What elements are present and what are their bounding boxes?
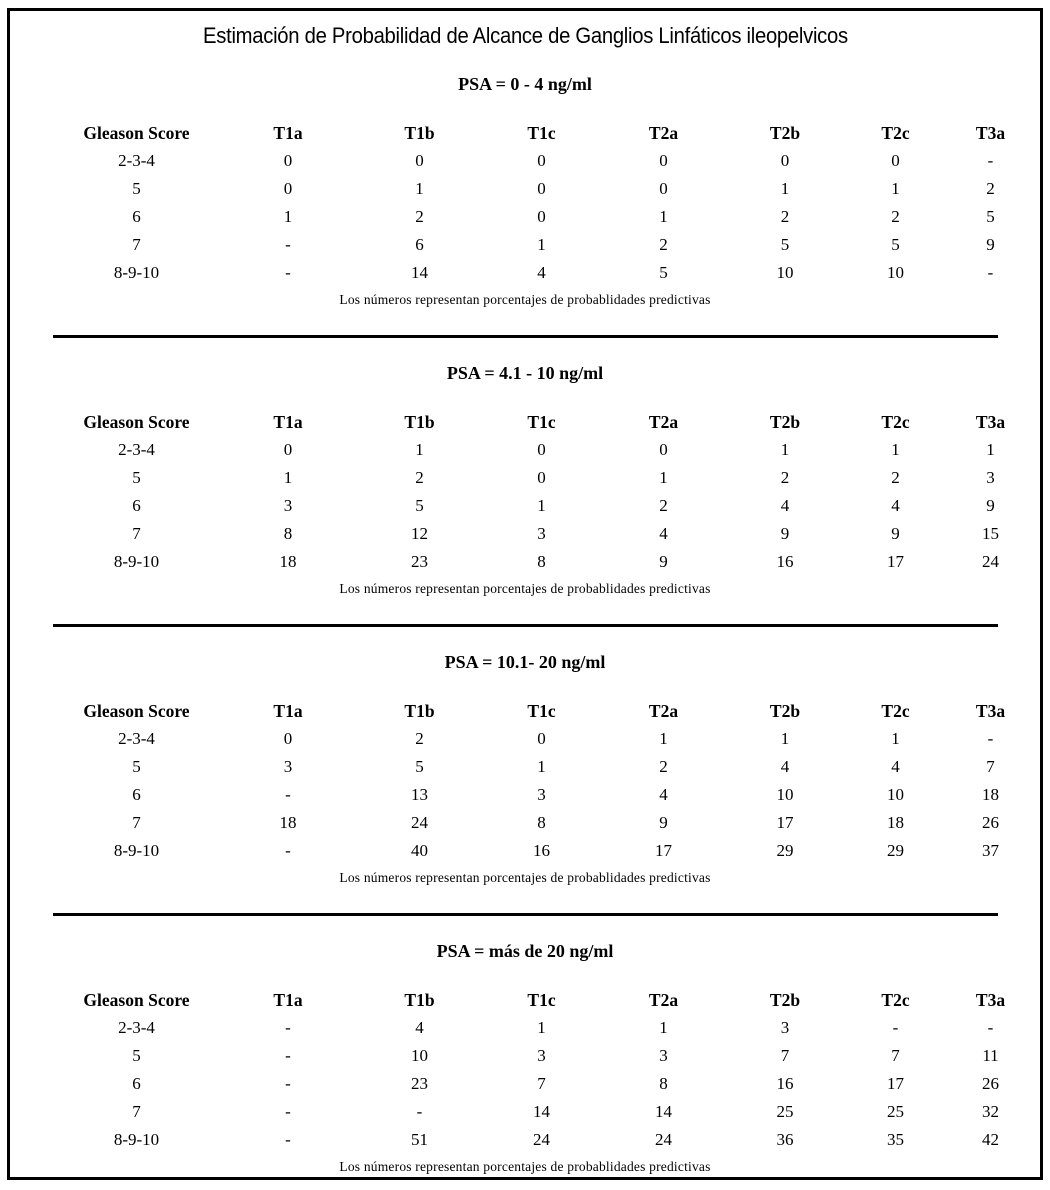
table-cell: 3	[283, 496, 293, 515]
table-cell: 5	[986, 207, 995, 226]
table-cell: 1	[986, 440, 995, 459]
table-cell: -	[987, 729, 994, 748]
table-cell: 2	[780, 207, 790, 226]
table-cell: 1	[283, 207, 293, 226]
column-header-row	[55, 408, 1035, 436]
table-cell: 1	[537, 496, 546, 515]
column-header-row	[55, 119, 1035, 147]
gleason-row-label: 5	[132, 1046, 141, 1065]
table-row	[55, 1070, 1035, 1098]
table-cell: 26	[982, 813, 999, 832]
table-cell: 2	[415, 207, 424, 226]
gleason-row-label: 6	[132, 207, 141, 226]
table-cell: 42	[982, 1130, 999, 1149]
table-cell: 8	[537, 813, 546, 832]
table-cell: -	[285, 841, 291, 860]
table-cell: 1	[659, 1018, 668, 1037]
gleason-row-label: 5	[132, 468, 141, 487]
table-cell: 26	[982, 1074, 999, 1093]
table-row	[55, 492, 1035, 520]
table-cell: 4	[891, 757, 900, 776]
document-title-text: Estimación de Probabilidad de Alcance de Ganglios Linfáticos ileopelvicos	[202, 23, 848, 48]
table-cell: 0	[283, 729, 293, 748]
table-cell: 15	[982, 524, 999, 543]
gleason-row-label: 8-9-10	[113, 1130, 160, 1149]
table-row	[55, 1042, 1035, 1070]
table-cell: 36	[776, 1130, 794, 1149]
column-header-t1c: T1c	[527, 123, 556, 143]
table-cell: 9	[659, 552, 668, 571]
table-cell: 4	[780, 496, 790, 515]
table-cell: 14	[655, 1102, 672, 1121]
table-cell: 16	[533, 841, 550, 860]
table-cell: 7	[537, 1074, 546, 1093]
gleason-row-label: 8-9-10	[113, 552, 160, 571]
gleason-row-label: 6	[132, 785, 141, 804]
table-row	[55, 1014, 1035, 1042]
table-cell: 3	[780, 1018, 790, 1037]
table-cell: -	[285, 1074, 291, 1093]
table-cell: 9	[780, 524, 790, 543]
table-cell: 18	[279, 813, 297, 832]
gleason-table	[55, 986, 1035, 1154]
column-header-t2b: T2b	[769, 990, 801, 1010]
table-cell: 0	[659, 179, 668, 198]
column-header-t2b: T2b	[769, 123, 801, 143]
table-cell: 8	[283, 524, 293, 543]
table-cell: 1	[537, 235, 546, 254]
column-header-t2a: T2a	[648, 701, 679, 721]
psa-section-title: PSA = 4.1 - 10 ng/ml	[446, 363, 604, 383]
table-cell: 0	[659, 151, 668, 170]
table-row	[55, 1098, 1035, 1126]
table-cell: 1	[537, 1018, 546, 1037]
table-cell: 7	[780, 1046, 790, 1065]
gleason-row-label: 2-3-4	[118, 729, 155, 748]
table-cell: -	[285, 1102, 291, 1121]
table-cell: 1	[891, 179, 900, 198]
table-cell: 32	[982, 1102, 999, 1121]
table-cell: 2	[986, 179, 995, 198]
table-cell: 0	[780, 151, 790, 170]
section-divider	[53, 624, 998, 627]
table-cell: 4	[415, 1018, 424, 1037]
table-cell: 9	[986, 235, 995, 254]
column-header-t3a: T3a	[975, 701, 1006, 721]
table-cell: 5	[780, 235, 790, 254]
table-cell: 40	[411, 841, 428, 860]
table-cell: 1	[891, 729, 900, 748]
table-row	[55, 725, 1035, 753]
table-cell: 2	[415, 468, 424, 487]
gleason-row-label: 8-9-10	[113, 263, 160, 282]
table-cell: 16	[776, 1074, 794, 1093]
table-cell: 0	[537, 207, 546, 226]
table-cell: 51	[411, 1130, 428, 1149]
table-cell: 8	[537, 552, 546, 571]
table-row	[55, 464, 1035, 492]
column-header-t1a: T1a	[273, 123, 303, 143]
table-cell: 2	[659, 235, 668, 254]
table-cell: 2	[891, 468, 900, 487]
table-cell: 10	[776, 263, 794, 282]
table-cell: 1	[659, 729, 668, 748]
table-cell: -	[987, 263, 994, 282]
table-row	[55, 781, 1035, 809]
column-header-t1c: T1c	[527, 412, 556, 432]
table-cell: 0	[537, 468, 546, 487]
gleason-row-label: 2-3-4	[118, 1018, 155, 1037]
table-cell: 9	[986, 496, 995, 515]
column-header-t1a: T1a	[273, 701, 303, 721]
table-cell: 7	[891, 1046, 900, 1065]
column-header-t1b: T1b	[404, 701, 435, 721]
table-cell: 0	[537, 151, 546, 170]
column-header-row	[55, 986, 1035, 1014]
column-header-t1a: T1a	[273, 412, 303, 432]
table-row	[55, 837, 1035, 865]
table-cell: 17	[655, 841, 672, 860]
table-cell: 2	[659, 496, 668, 515]
table-cell: 10	[887, 785, 904, 804]
table-cell: 17	[776, 813, 794, 832]
table-cell: 29	[887, 841, 904, 860]
gleason-row-label: 7	[132, 813, 141, 832]
table-row	[55, 436, 1035, 464]
table-cell: 4	[537, 263, 546, 282]
table-cell: -	[285, 785, 291, 804]
column-header-gleason: Gleason Score	[83, 990, 190, 1010]
table-cell: 24	[533, 1130, 550, 1149]
table-cell: 0	[415, 151, 424, 170]
table-cell: 14	[411, 263, 428, 282]
column-header-t1b: T1b	[404, 123, 435, 143]
table-cell: 6	[415, 235, 424, 254]
table-cell: 10	[776, 785, 794, 804]
table-cell: 2	[780, 468, 790, 487]
table-row	[55, 147, 1035, 175]
gleason-row-label: 7	[132, 1102, 141, 1121]
column-header-t3a: T3a	[975, 123, 1006, 143]
table-cell: 5	[415, 757, 424, 776]
table-cell: 1	[891, 440, 900, 459]
table-row	[55, 753, 1035, 781]
table-cell: 13	[411, 785, 428, 804]
psa-section-2	[10, 362, 1040, 598]
column-header-t2b: T2b	[769, 701, 801, 721]
column-header-gleason: Gleason Score	[83, 701, 190, 721]
table-cell: 18	[887, 813, 904, 832]
table-cell: 0	[283, 179, 293, 198]
table-cell: 37	[982, 841, 999, 860]
table-cell: 25	[776, 1102, 794, 1121]
table-footnote: Los números representan porcentajes de probablidades predictivas	[339, 1159, 711, 1174]
table-cell: 3	[537, 524, 546, 543]
table-cell: 18	[279, 552, 297, 571]
table-cell: 0	[537, 440, 546, 459]
gleason-row-label: 5	[132, 757, 141, 776]
table-cell: -	[892, 1018, 899, 1037]
psa-section-3	[10, 651, 1040, 887]
column-header-row	[55, 697, 1035, 725]
table-row	[55, 548, 1035, 576]
gleason-row-label: 7	[132, 524, 141, 543]
column-header-t1a: T1a	[273, 990, 303, 1010]
table-cell: 5	[415, 496, 424, 515]
table-cell: -	[285, 1046, 291, 1065]
table-cell: 0	[891, 151, 900, 170]
table-cell: -	[416, 1102, 423, 1121]
column-header-t1c: T1c	[527, 990, 556, 1010]
table-row	[55, 520, 1035, 548]
document-title	[10, 23, 1040, 49]
column-header-t2c: T2c	[881, 412, 910, 432]
gleason-table	[55, 119, 1035, 287]
table-cell: 35	[887, 1130, 904, 1149]
gleason-row-label: 5	[132, 179, 141, 198]
table-cell: 16	[776, 552, 794, 571]
table-cell: 24	[655, 1130, 672, 1149]
table-row	[55, 203, 1035, 231]
table-cell: 3	[537, 785, 546, 804]
table-cell: 4	[891, 496, 900, 515]
table-cell: 10	[411, 1046, 428, 1065]
table-cell: -	[285, 1130, 291, 1149]
table-row	[55, 175, 1035, 203]
table-cell: 3	[283, 757, 293, 776]
table-cell: 10	[887, 263, 904, 282]
gleason-row-label: 2-3-4	[118, 440, 155, 459]
table-cell: 1	[415, 440, 424, 459]
psa-section-1	[10, 73, 1040, 309]
table-cell: 24	[982, 552, 999, 571]
table-cell: 3	[537, 1046, 546, 1065]
table-footnote: Los números representan porcentajes de probablidades predictivas	[339, 870, 711, 885]
table-cell: 2	[659, 757, 668, 776]
table-cell: 4	[780, 757, 790, 776]
table-cell: 0	[659, 440, 668, 459]
column-header-t1b: T1b	[404, 412, 435, 432]
column-header-t2a: T2a	[648, 990, 679, 1010]
table-row	[55, 231, 1035, 259]
table-cell: 18	[982, 785, 999, 804]
table-cell: 1	[283, 468, 293, 487]
table-cell: 17	[887, 552, 904, 571]
table-cell: -	[987, 1018, 994, 1037]
table-cell: 1	[659, 207, 668, 226]
table-cell: 3	[659, 1046, 668, 1065]
table-cell: 2	[415, 729, 424, 748]
table-cell: 1	[659, 468, 668, 487]
column-header-t1c: T1c	[527, 701, 556, 721]
table-cell: 3	[986, 468, 995, 487]
document-border-frame	[7, 8, 1043, 1180]
gleason-row-label: 8-9-10	[113, 841, 160, 860]
table-cell: 11	[982, 1046, 999, 1065]
table-cell: 9	[659, 813, 668, 832]
column-header-t2a: T2a	[648, 123, 679, 143]
table-cell: -	[987, 151, 994, 170]
section-divider	[53, 913, 998, 916]
table-cell: 0	[283, 440, 293, 459]
table-cell: 5	[891, 235, 900, 254]
table-row	[55, 259, 1035, 287]
table-cell: 8	[659, 1074, 668, 1093]
table-cell: 14	[533, 1102, 550, 1121]
table-cell: 7	[986, 757, 995, 776]
column-header-t2a: T2a	[648, 412, 679, 432]
column-header-t2c: T2c	[881, 990, 910, 1010]
table-cell: 1	[415, 179, 424, 198]
table-cell: 4	[659, 785, 668, 804]
table-cell: 1	[780, 729, 790, 748]
table-cell: 23	[411, 552, 428, 571]
table-footnote: Los números representan porcentajes de probablidades predictivas	[339, 292, 711, 307]
column-header-t2c: T2c	[881, 701, 910, 721]
table-cell: 2	[891, 207, 900, 226]
table-cell: 29	[776, 841, 794, 860]
column-header-t3a: T3a	[975, 990, 1006, 1010]
table-cell: 24	[411, 813, 428, 832]
table-footnote: Los números representan porcentajes de probablidades predictivas	[339, 581, 711, 596]
gleason-row-label: 6	[132, 496, 141, 515]
table-cell: 17	[887, 1074, 904, 1093]
psa-section-title: PSA = más de 20 ng/ml	[436, 941, 614, 961]
gleason-row-label: 6	[132, 1074, 141, 1093]
table-cell: 0	[537, 179, 546, 198]
table-cell: 5	[659, 263, 668, 282]
table-cell: 0	[537, 729, 546, 748]
column-header-t1b: T1b	[404, 990, 435, 1010]
table-cell: 12	[411, 524, 428, 543]
column-header-t2b: T2b	[769, 412, 801, 432]
psa-section-title: PSA = 0 - 4 ng/ml	[458, 74, 592, 94]
column-header-t3a: T3a	[975, 412, 1006, 432]
psa-section-4	[10, 940, 1040, 1176]
table-row	[55, 1126, 1035, 1154]
table-cell: 23	[411, 1074, 428, 1093]
column-header-t2c: T2c	[881, 123, 910, 143]
gleason-row-label: 7	[132, 235, 141, 254]
table-cell: 0	[283, 151, 293, 170]
table-cell: -	[285, 263, 291, 282]
gleason-table	[55, 697, 1035, 865]
gleason-table	[55, 408, 1035, 576]
psa-section-title: PSA = 10.1- 20 ng/ml	[444, 652, 606, 672]
table-row	[55, 809, 1035, 837]
section-divider	[53, 335, 998, 338]
gleason-row-label: 2-3-4	[118, 151, 155, 170]
table-cell: 1	[780, 179, 790, 198]
column-header-gleason: Gleason Score	[83, 412, 190, 432]
table-cell: 1	[780, 440, 790, 459]
table-cell: 25	[887, 1102, 904, 1121]
column-header-gleason: Gleason Score	[83, 123, 190, 143]
table-cell: -	[285, 235, 291, 254]
table-cell: -	[285, 1018, 291, 1037]
table-cell: 4	[659, 524, 668, 543]
table-cell: 9	[891, 524, 900, 543]
table-cell: 1	[537, 757, 546, 776]
